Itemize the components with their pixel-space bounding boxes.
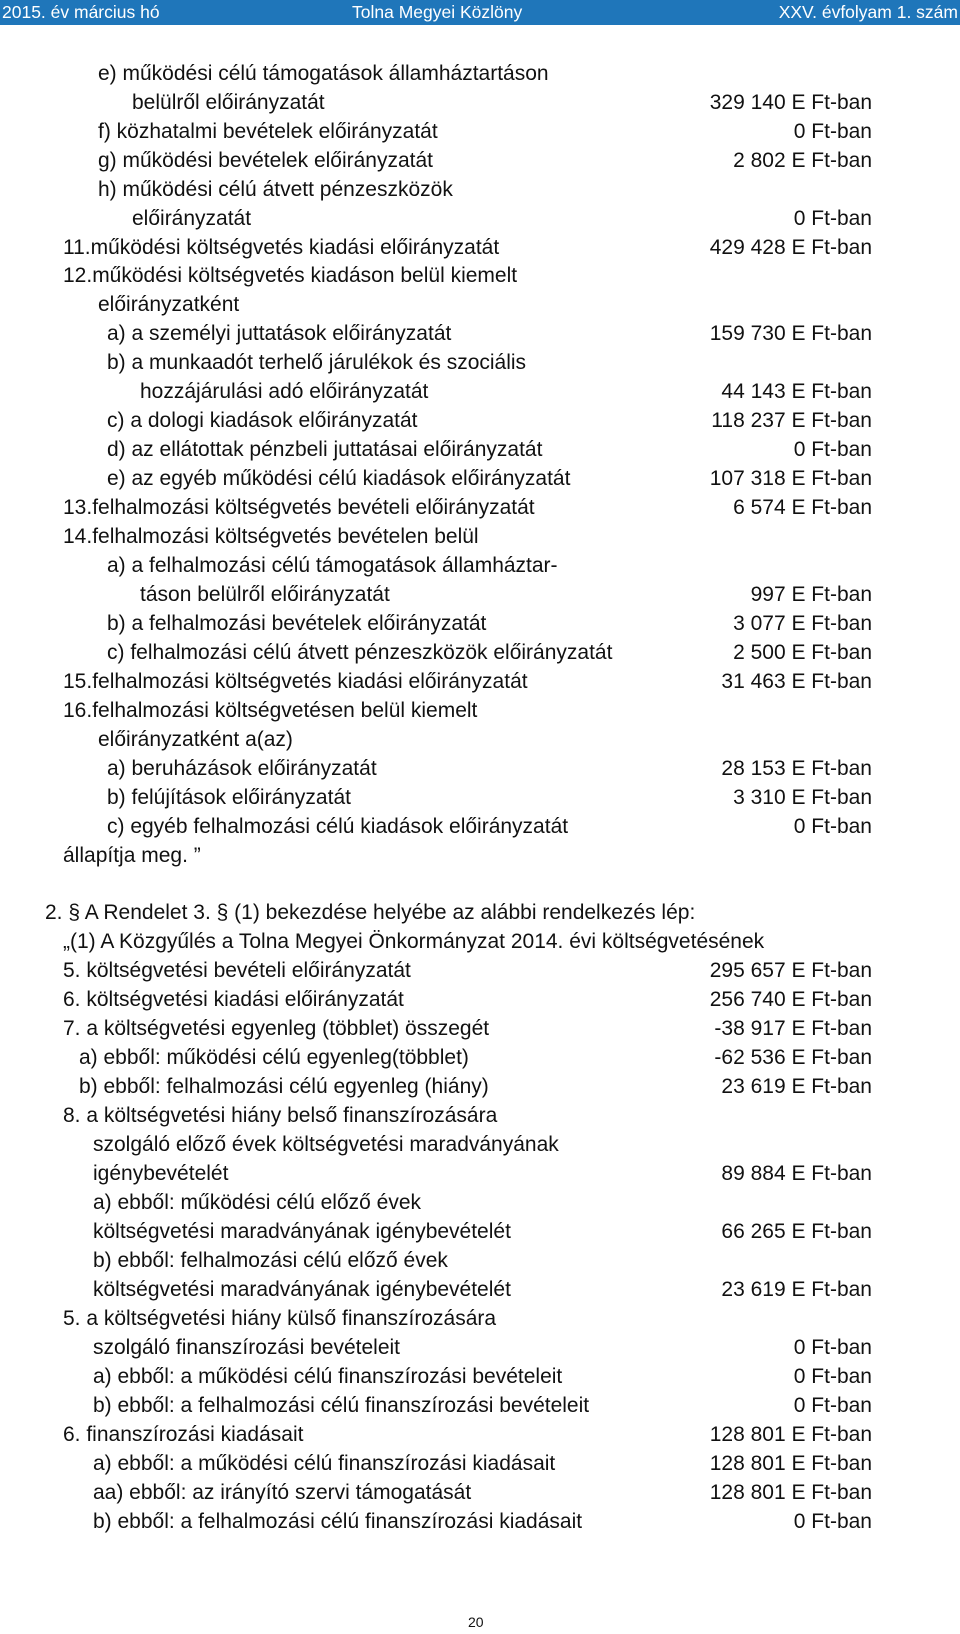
line-amount: 44 143 E Ft-ban bbox=[721, 380, 872, 403]
page-header bbox=[0, 0, 960, 25]
line-amount: 0 Ft-ban bbox=[793, 1365, 872, 1388]
line-amount: 329 140 E Ft-ban bbox=[709, 91, 872, 114]
line-text: f) közhatalmi bevételek előirányzatát bbox=[98, 120, 438, 143]
line-amount: 128 801 E Ft-ban bbox=[709, 1452, 872, 1475]
line-amount: 31 463 E Ft-ban bbox=[721, 670, 872, 693]
line-text: a) ebből: működési célú előző évek bbox=[93, 1191, 422, 1214]
line-amount: 66 265 E Ft-ban bbox=[721, 1220, 872, 1243]
line-text: 11.működési költségvetés kiadási előirányzatát bbox=[63, 236, 500, 259]
line-amount: 0 Ft-ban bbox=[793, 1510, 872, 1533]
line-amount: 89 884 E Ft-ban bbox=[721, 1162, 872, 1185]
line-text: „(1) A Közgyűlés a Tolna Megyei Önkormányzat 2014. évi költségvetésének bbox=[63, 930, 765, 953]
line-text: a) a személyi juttatások előirányzatát bbox=[107, 322, 452, 345]
line-amount: 128 801 E Ft-ban bbox=[709, 1423, 872, 1446]
line-text: szolgáló finanszírozási bevételeit bbox=[93, 1336, 401, 1359]
line-text: e) működési célú támogatások államháztartáson bbox=[98, 62, 549, 85]
header-volume: XXV. évfolyam 1. szám bbox=[778, 2, 958, 22]
line-text: előirányzatát bbox=[132, 207, 252, 230]
line-text: költségvetési maradványának igénybevételét bbox=[93, 1220, 511, 1243]
line-text: igénybevételét bbox=[93, 1162, 229, 1185]
line-text: 8. a költségvetési hiány belső finanszírozására bbox=[63, 1104, 498, 1127]
line-text: b) ebből: a felhalmozási célú finanszírozási bevételeit bbox=[93, 1394, 590, 1417]
line-text: a) beruházások előirányzatát bbox=[107, 757, 377, 780]
line-text: szolgáló előző évek költségvetési maradványának bbox=[93, 1133, 559, 1156]
line-text: 2. § A Rendelet 3. § (1) bekezdése helyébe az alábbi rendelkezés lép: bbox=[45, 901, 696, 924]
line-amount: 2 802 E Ft-ban bbox=[733, 149, 872, 172]
header-publication-title: Tolna Megyei Közlöny bbox=[352, 2, 523, 22]
line-amount: -38 917 E Ft-ban bbox=[714, 1017, 872, 1040]
line-text: előirányzatként bbox=[98, 293, 240, 316]
line-amount: 128 801 E Ft-ban bbox=[709, 1481, 872, 1504]
line-amount: 0 Ft-ban bbox=[793, 120, 872, 143]
line-text: 14.felhalmozási költségvetés bevételen belül bbox=[63, 525, 479, 548]
line-text: h) működési célú átvett pénzeszközök bbox=[98, 178, 453, 201]
line-text: b) ebből: felhalmozási célú egyenleg (hiány) bbox=[79, 1075, 489, 1098]
line-amount: 23 619 E Ft-ban bbox=[721, 1075, 872, 1098]
line-amount: 0 Ft-ban bbox=[793, 207, 872, 230]
line-text: c) felhalmozási célú átvett pénzeszközök előirányzatát bbox=[107, 641, 613, 664]
line-text: a) a felhalmozási célú támogatások államháztar- bbox=[107, 554, 558, 577]
line-text: 6. finanszírozási kiadásait bbox=[63, 1423, 304, 1446]
line-amount: 6 574 E Ft-ban bbox=[733, 496, 872, 519]
line-amount: 23 619 E Ft-ban bbox=[721, 1278, 872, 1301]
line-amount: 159 730 E Ft-ban bbox=[709, 322, 872, 345]
line-amount: 0 Ft-ban bbox=[793, 1336, 872, 1359]
line-amount: 2 500 E Ft-ban bbox=[733, 641, 872, 664]
line-amount: 3 310 E Ft-ban bbox=[733, 786, 872, 809]
line-text: 6. költségvetési kiadási előirányzatát bbox=[63, 988, 404, 1011]
line-amount: 118 237 E Ft-ban bbox=[711, 409, 872, 432]
line-text: 5. a költségvetési hiány külső finanszírozására bbox=[63, 1307, 497, 1330]
line-amount: 0 Ft-ban bbox=[793, 815, 872, 838]
line-text: állapítja meg. ” bbox=[63, 844, 201, 867]
line-amount: 0 Ft-ban bbox=[793, 1394, 872, 1417]
line-text: aa) ebből: az irányító szervi támogatását bbox=[93, 1481, 472, 1504]
line-text: előirányzatként a(az) bbox=[98, 728, 293, 751]
line-text: 13.felhalmozási költségvetés bevételi előirányzatát bbox=[63, 496, 535, 519]
line-text: b) ebből: felhalmozási célú előző évek bbox=[93, 1249, 448, 1272]
line-text: költségvetési maradványának igénybevételét bbox=[93, 1278, 511, 1301]
line-amount: 3 077 E Ft-ban bbox=[733, 612, 872, 635]
line-text: a) ebből: a működési célú finanszírozási kiadásait bbox=[93, 1452, 556, 1475]
line-text: e) az egyéb működési célú kiadások előirányzatát bbox=[107, 467, 571, 490]
line-text: 7. a költségvetési egyenleg (többlet) összegét bbox=[63, 1017, 490, 1040]
header-date: 2015. év március hó bbox=[2, 2, 160, 22]
line-amount: 28 153 E Ft-ban bbox=[721, 757, 872, 780]
line-text: d) az ellátottak pénzbeli juttatásai előirányzatát bbox=[107, 438, 543, 461]
page-number: 20 bbox=[468, 1614, 484, 1630]
line-text: b) ebből: a felhalmozási célú finanszírozási kiadásait bbox=[93, 1510, 583, 1533]
line-text: g) működési bevételek előirányzatát bbox=[98, 149, 434, 172]
line-text: c) egyéb felhalmozási célú kiadások előirányzatát bbox=[107, 815, 569, 838]
line-text: 12.működési költségvetés kiadáson belül kiemelt bbox=[63, 264, 518, 287]
line-text: 16.felhalmozási költségvetésen belül kiemelt bbox=[63, 699, 478, 722]
line-amount: 997 E Ft-ban bbox=[750, 583, 872, 606]
line-amount: -62 536 E Ft-ban bbox=[714, 1046, 872, 1069]
line-text: 15.felhalmozási költségvetés kiadási előirányzatát bbox=[63, 670, 528, 693]
line-text: belülről előirányzatát bbox=[132, 91, 325, 114]
line-text: táson belülről előirányzatát bbox=[140, 583, 390, 606]
line-amount: 429 428 E Ft-ban bbox=[709, 236, 872, 259]
line-text: a) ebből: működési célú egyenleg(többlet) bbox=[79, 1046, 469, 1069]
line-text: b) felújítások előirányzatát bbox=[107, 786, 351, 809]
line-amount: 256 740 E Ft-ban bbox=[709, 988, 872, 1011]
line-amount: 295 657 E Ft-ban bbox=[709, 959, 872, 982]
line-amount: 0 Ft-ban bbox=[793, 438, 872, 461]
line-text: c) a dologi kiadások előirányzatát bbox=[107, 409, 418, 432]
line-text: a) ebből: a működési célú finanszírozási bevételeit bbox=[93, 1365, 563, 1388]
line-text: 5. költségvetési bevételi előirányzatát bbox=[63, 959, 411, 982]
line-text: b) a felhalmozási bevételek előirányzatát bbox=[107, 612, 487, 635]
line-text: b) a munkaadót terhelő járulékok és szociális bbox=[107, 351, 527, 374]
line-amount: 107 318 E Ft-ban bbox=[709, 467, 872, 490]
line-text: hozzájárulási adó előirányzatát bbox=[140, 380, 429, 403]
